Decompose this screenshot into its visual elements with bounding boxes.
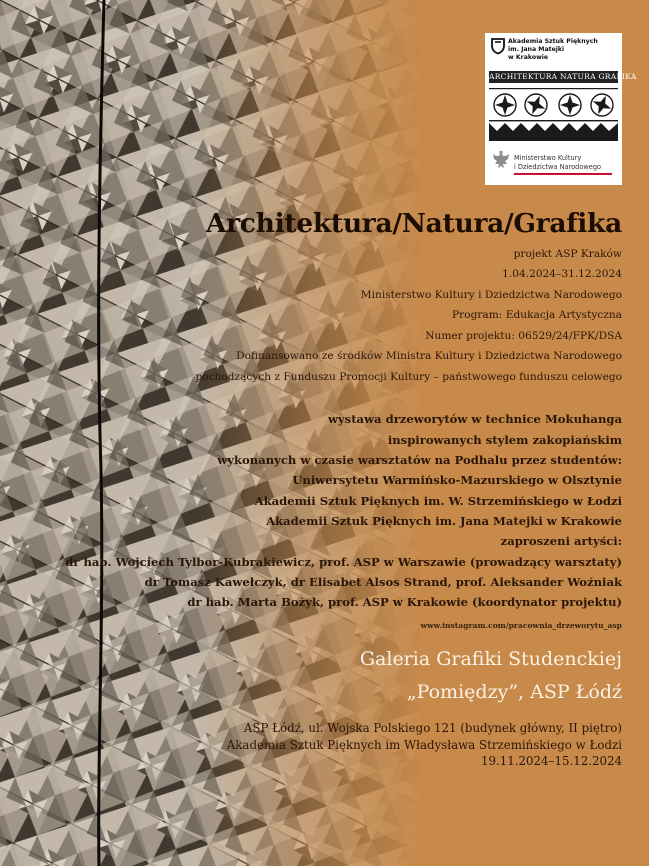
exhibition-line: wykonanych w czasie warsztatów na Podhalu przez studentów: [217,453,622,467]
polish-eagle-icon [492,151,510,173]
poster-title: Architektura/Natura/Grafika [205,208,622,239]
exhibition-dates: 19.11.2024–15.12.2024 [481,754,622,768]
exhibition-line: dr hab. Marta Bożyk, prof. ASP w Krakowie (koordynator projektu) [187,595,622,609]
exhibition-line: wystawa drzeworytów w technice Mokuhanga [327,412,622,426]
project-info-line: pochodzących z Funduszu Promocji Kultury – państwowego funduszu celowego [195,371,622,383]
gallery-name: „Pomiędzy”, ASP Łódź [406,681,622,703]
asp-name [508,38,620,62]
asp-name-line: Akademia Sztuk Pięknych [508,38,598,45]
project-info-line: Dofinansowano ze środków Ministra Kultury i Dziedzictwa Narodowego [236,350,622,362]
address-line: Akademia Sztuk Pięknych im Władysława Strzemińskiego w Łodzi [226,738,622,752]
exhibition-line: inspirowanych stylem zakopiańskim [387,433,622,447]
asp-name-line: im. Jana Matejki [508,46,565,53]
exhibition-line: Akademii Sztuk Pięknych im. W. Strzemińskiego w Łodzi [254,494,622,508]
ministry-underline [514,173,612,175]
pattern-title: ARCHITEKTURA NATURA GRAFIKA [489,72,637,81]
ministry-name [514,154,618,171]
gallery-name: Galeria Grafiki Studenckiej [359,648,622,670]
exhibition-line: Akademii Sztuk Pięknych im. Jana Matejki w Krakowie [266,514,622,528]
asp-shield-icon [491,38,505,54]
project-info-line: projekt ASP Kraków [513,248,622,260]
exhibition-line: dr hab. Wojciech Tylbor-Kubrakiewicz, prof. ASP w Warszawie (prowadzący warsztaty) [65,555,622,569]
ministry-name-line: i Dziedzictwa Narodowego [514,162,602,171]
exhibition-line: Uniwersytetu Warmińsko-Mazurskiego w Olsztynie [292,473,622,487]
instagram-link[interactable]: www.instagram.com/pracownia_drzeworytu_asp [420,621,622,630]
project-info-line: Ministerstwo Kultury i Dziedzictwa Narodowego [360,289,622,301]
asp-name-line: w Krakowie [508,54,549,61]
project-info-line: 1.04.2024–31.12.2024 [502,268,622,280]
address-line: ASP Łódź, ul. Wojska Polskiego 121 (budynek główny, II piętro) [243,721,622,735]
exhibition-line: dr Tomasz Kawełczyk, dr Elisabet Alsos Strand, prof. Aleksander Woźniak [144,575,622,589]
project-info-line: Program: Edukacja Artystyczna [452,309,622,321]
ministry-name-line: Ministerstwo Kultury [514,154,582,162]
project-info-line: Numer projektu: 06529/24/FPK/DSA [425,330,622,342]
exhibition-line: zaproszeni artyści: [500,534,622,548]
logo-card [485,33,637,185]
